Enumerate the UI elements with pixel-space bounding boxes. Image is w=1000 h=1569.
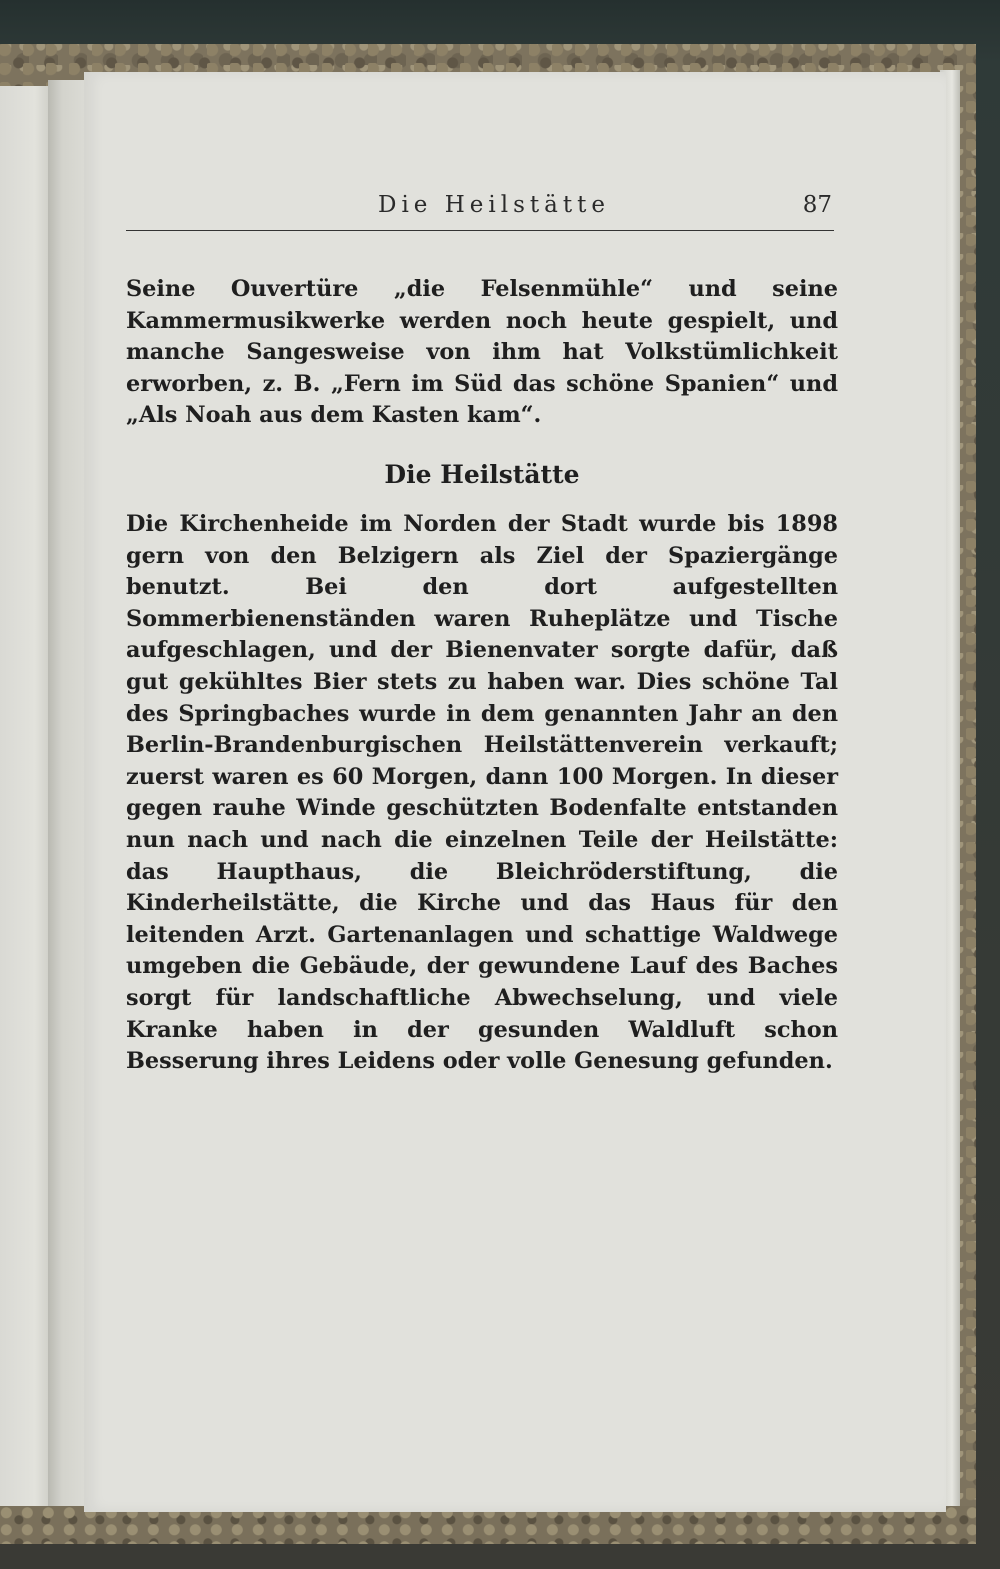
paragraph-2: Die Kirchenheide im Norden der Stadt wurde bis 1898 gern von den Belzigern als Ziel der Spaziergänge benutzt. Bei den dort aufgestellten Sommerbienenständen waren Ruheplätze und Tische aufgeschlagen, und der Bienenvater sorgte dafür, daß gut gekühltes Bier stets zu haben war. Dies schöne Tal des Springbaches wurde in dem genannten Jahr an den Berlin-Brandenburgischen Heilstättenverein verkauft; zuerst waren es 60 Morgen, dann 100 Morgen. In dieser gegen rauhe Winde geschützten Bodenfalte entstanden nun nach und nach die einzelnen Teile der Heilstätte: das Haupthaus, die Bleichröderstiftung, die Kinderheilstätte, die Kirche und das Haus für den leitenden Arzt. Gartenanlagen und schattige Waldwege umgeben die Gebäude, der gewundene Lauf des Baches sorgt für landschaftliche Abwechselung, und viele Kranke haben in der gesunden Waldluft schon Besserung ihres Leidens oder volle Genesung gefunden. bbox=[126, 511, 838, 1075]
section-heading: Die Heilstätte bbox=[384, 460, 580, 489]
running-head bbox=[126, 190, 834, 231]
page-gutter bbox=[48, 80, 88, 1520]
paragraph-1: Seine Ouvertüre „die Felsenmühle“ und seine Kammermusikwerke werden noch heute gespielt, und manche Sangesweise von ihm hat Volkstümlichkeit erworben, z. B. „Fern im Süd das schöne Spanien“ und „Als Noah aus dem Kasten kam“. bbox=[126, 276, 838, 429]
running-head-title: Die Heilstätte bbox=[378, 192, 610, 218]
page-number: 87 bbox=[802, 192, 832, 218]
left-page bbox=[0, 86, 50, 1512]
